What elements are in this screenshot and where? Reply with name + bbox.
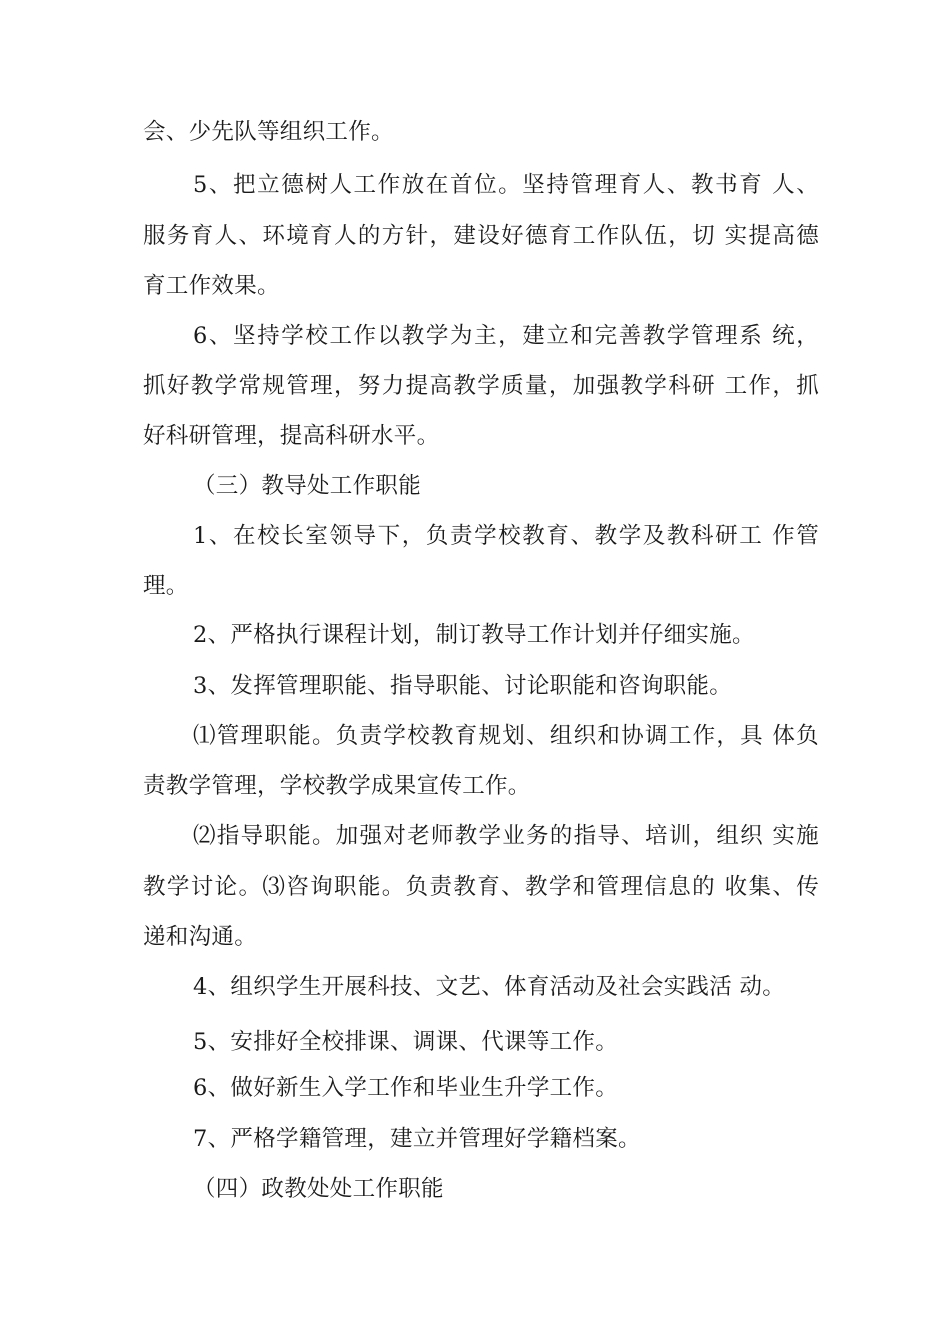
text-line-2: 5、把立德树人工作放在首位。坚持管理育人、教书育 人、 xyxy=(193,172,819,198)
text-line-3: 服务育人、环境育人的方针，建设好德育工作队伍，切 实提高德 xyxy=(143,223,819,249)
text-line-15: ⑵指导职能。加强对老师教学业务的指导、培训，组织 实施 xyxy=(193,823,819,849)
section-heading-3: （三）教导处工作职能 xyxy=(193,473,422,499)
text-line-21: 7、严格学籍管理，建立并管理好学籍档案。 xyxy=(193,1126,641,1152)
section-heading-4: （四）政教处处工作职能 xyxy=(193,1176,444,1202)
text-line-10: 理。 xyxy=(143,573,189,599)
text-line-20: 6、做好新生入学工作和毕业生升学工作。 xyxy=(193,1075,619,1101)
text-line-12: 3、发挥管理职能、指导职能、讨论职能和咨询职能。 xyxy=(193,673,733,699)
text-line-19: 5、安排好全校排课、调课、代课等工作。 xyxy=(193,1029,619,1055)
text-line-5: 6、坚持学校工作以教学为主，建立和完善教学管理系 统， xyxy=(193,323,819,349)
text-line-11: 2、严格执行课程计划，制订教导工作计划并仔细实施。 xyxy=(193,622,755,648)
text-line-14: 责教学管理，学校教学成果宣传工作。 xyxy=(143,773,531,799)
text-line-18: 4、组织学生开展科技、文艺、体育活动及社会实践活 动。 xyxy=(193,974,786,1000)
text-line-17: 递和沟通。 xyxy=(143,924,258,950)
text-line-16: 教学讨论。⑶咨询职能。负责教育、教学和管理信息的 收集、传 xyxy=(143,874,819,900)
text-line-4: 育工作效果。 xyxy=(143,273,280,299)
text-line-7: 好科研管理，提高科研水平。 xyxy=(143,423,440,449)
text-line-9: 1、在校长室领导下，负责学校教育、教学及教科研工 作管 xyxy=(193,523,819,549)
text-line-6: 抓好教学常规管理，努力提高教学质量，加强教学科研 工作，抓 xyxy=(143,373,819,399)
text-line-1: 会、少先队等组织工作。 xyxy=(143,119,394,145)
text-line-13: ⑴管理职能。负责学校教育规划、组织和协调工作，具 体负 xyxy=(193,723,819,749)
